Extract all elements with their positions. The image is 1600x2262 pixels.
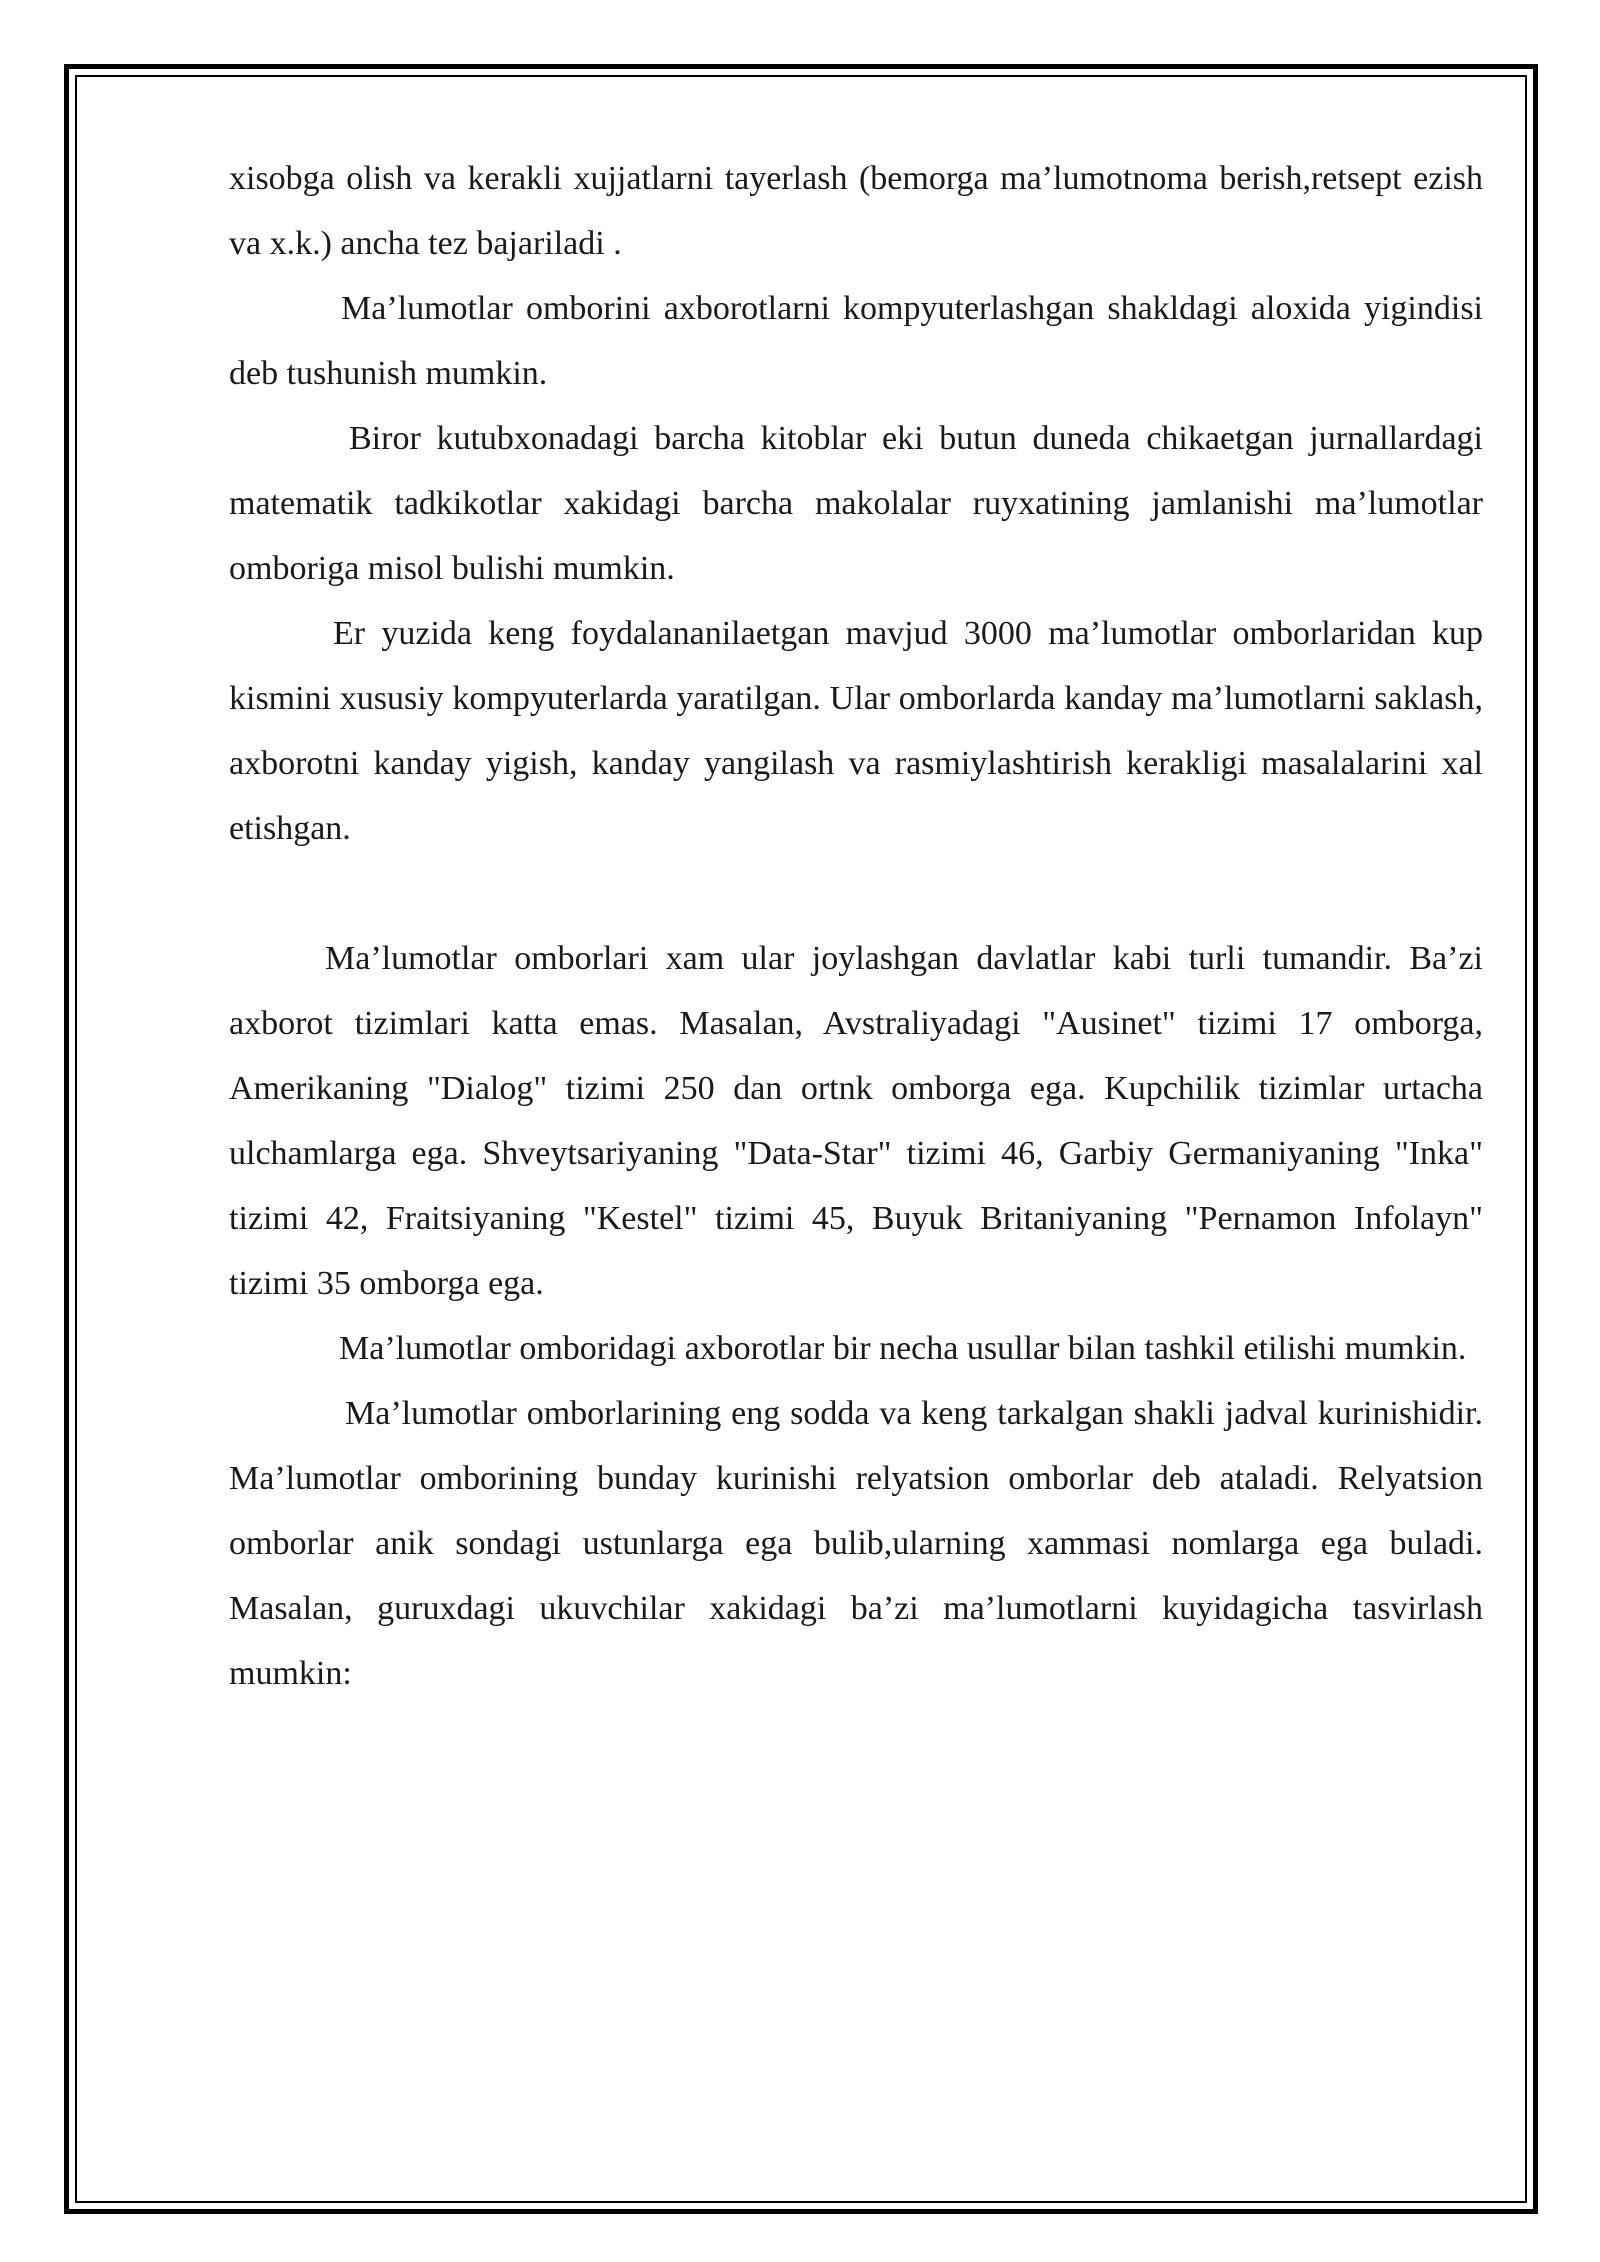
document-body (229, 146, 1483, 1706)
paragraph-database-systems: Ma’lumotlar omborlari xam ular joylashgan davlatlar kabi turli tumandir. Ba’zi axborot tizimlari katta emas. Masalan, Avstraliyadagi "Ausinet" tizimi 17 omborga, Amerikaning "Dialog" tizimi 250 dan ortnk omborga ega. Kupchilik tizimlar urtacha ulchamlarga ega. Shveytsariyaning "Data-Star" tizimi 46, Garbiy Germaniyaning "Inka" tizimi 42, Fraitsiyaning "Kestel" tizimi 45, Buyuk Britaniyaning "Pernamon Infolayn" tizimi 35 omborga ega. (229, 940, 1483, 1302)
paragraph-database-example: Biror kutubxonadagi barcha kitoblar eki butun duneda chikaetgan jurnallardagi matematik tadkikotlar xakidagi barcha makolalar ruyxatining jamlanishi ma’lumotlar omboriga misol bulishi mumkin. (229, 420, 1483, 587)
paragraph-database-definition: Ma’lumotlar omborini axborotlarni kompyuterlashgan shakldagi aloxida yigindisi deb tushunish mumkin. (229, 290, 1483, 392)
paragraph-gap (229, 861, 1483, 926)
paragraph-organization-methods: Ma’lumotlar omboridagi axborotlar bir necha usullar bilan tashkil etilishi mumkin. (339, 1330, 1467, 1367)
paragraph-database-count: Er yuzida keng foydalananilaetgan mavjud 3000 ma’lumotlar omborlaridan kup kismini xususiy kompyuterlarda yaratilgan. Ular omborlarda kanday ma’lumotlarni saklash, axborotni kanday yigish, kanday yangilash va rasmiylashtirish kerakligi masalalarini xal etishgan. (229, 615, 1483, 847)
paragraph-continuation: xisobga olish va kerakli xujjatlarni tayerlash (bemorga ma’lumotnoma berish,retsept ezish va x.k.) ancha tez bajariladi . (229, 160, 1483, 262)
paragraph-relational-databases: Ma’lumotlar omborlarining eng sodda va keng tarkalgan shakli jadval kurinishidir. Ma’lumotlar omborining bunday kurinishi relyatsion omborlar deb ataladi. Relyatsion omborlar anik sondagi ustunlarga ega bulib,ularning xammasi nomlarga ega buladi. Masalan, guruxdagi ukuvchilar xakidagi ba’zi ma’lumotlarni kuyidagicha tasvirlash mumkin: (229, 1395, 1483, 1692)
